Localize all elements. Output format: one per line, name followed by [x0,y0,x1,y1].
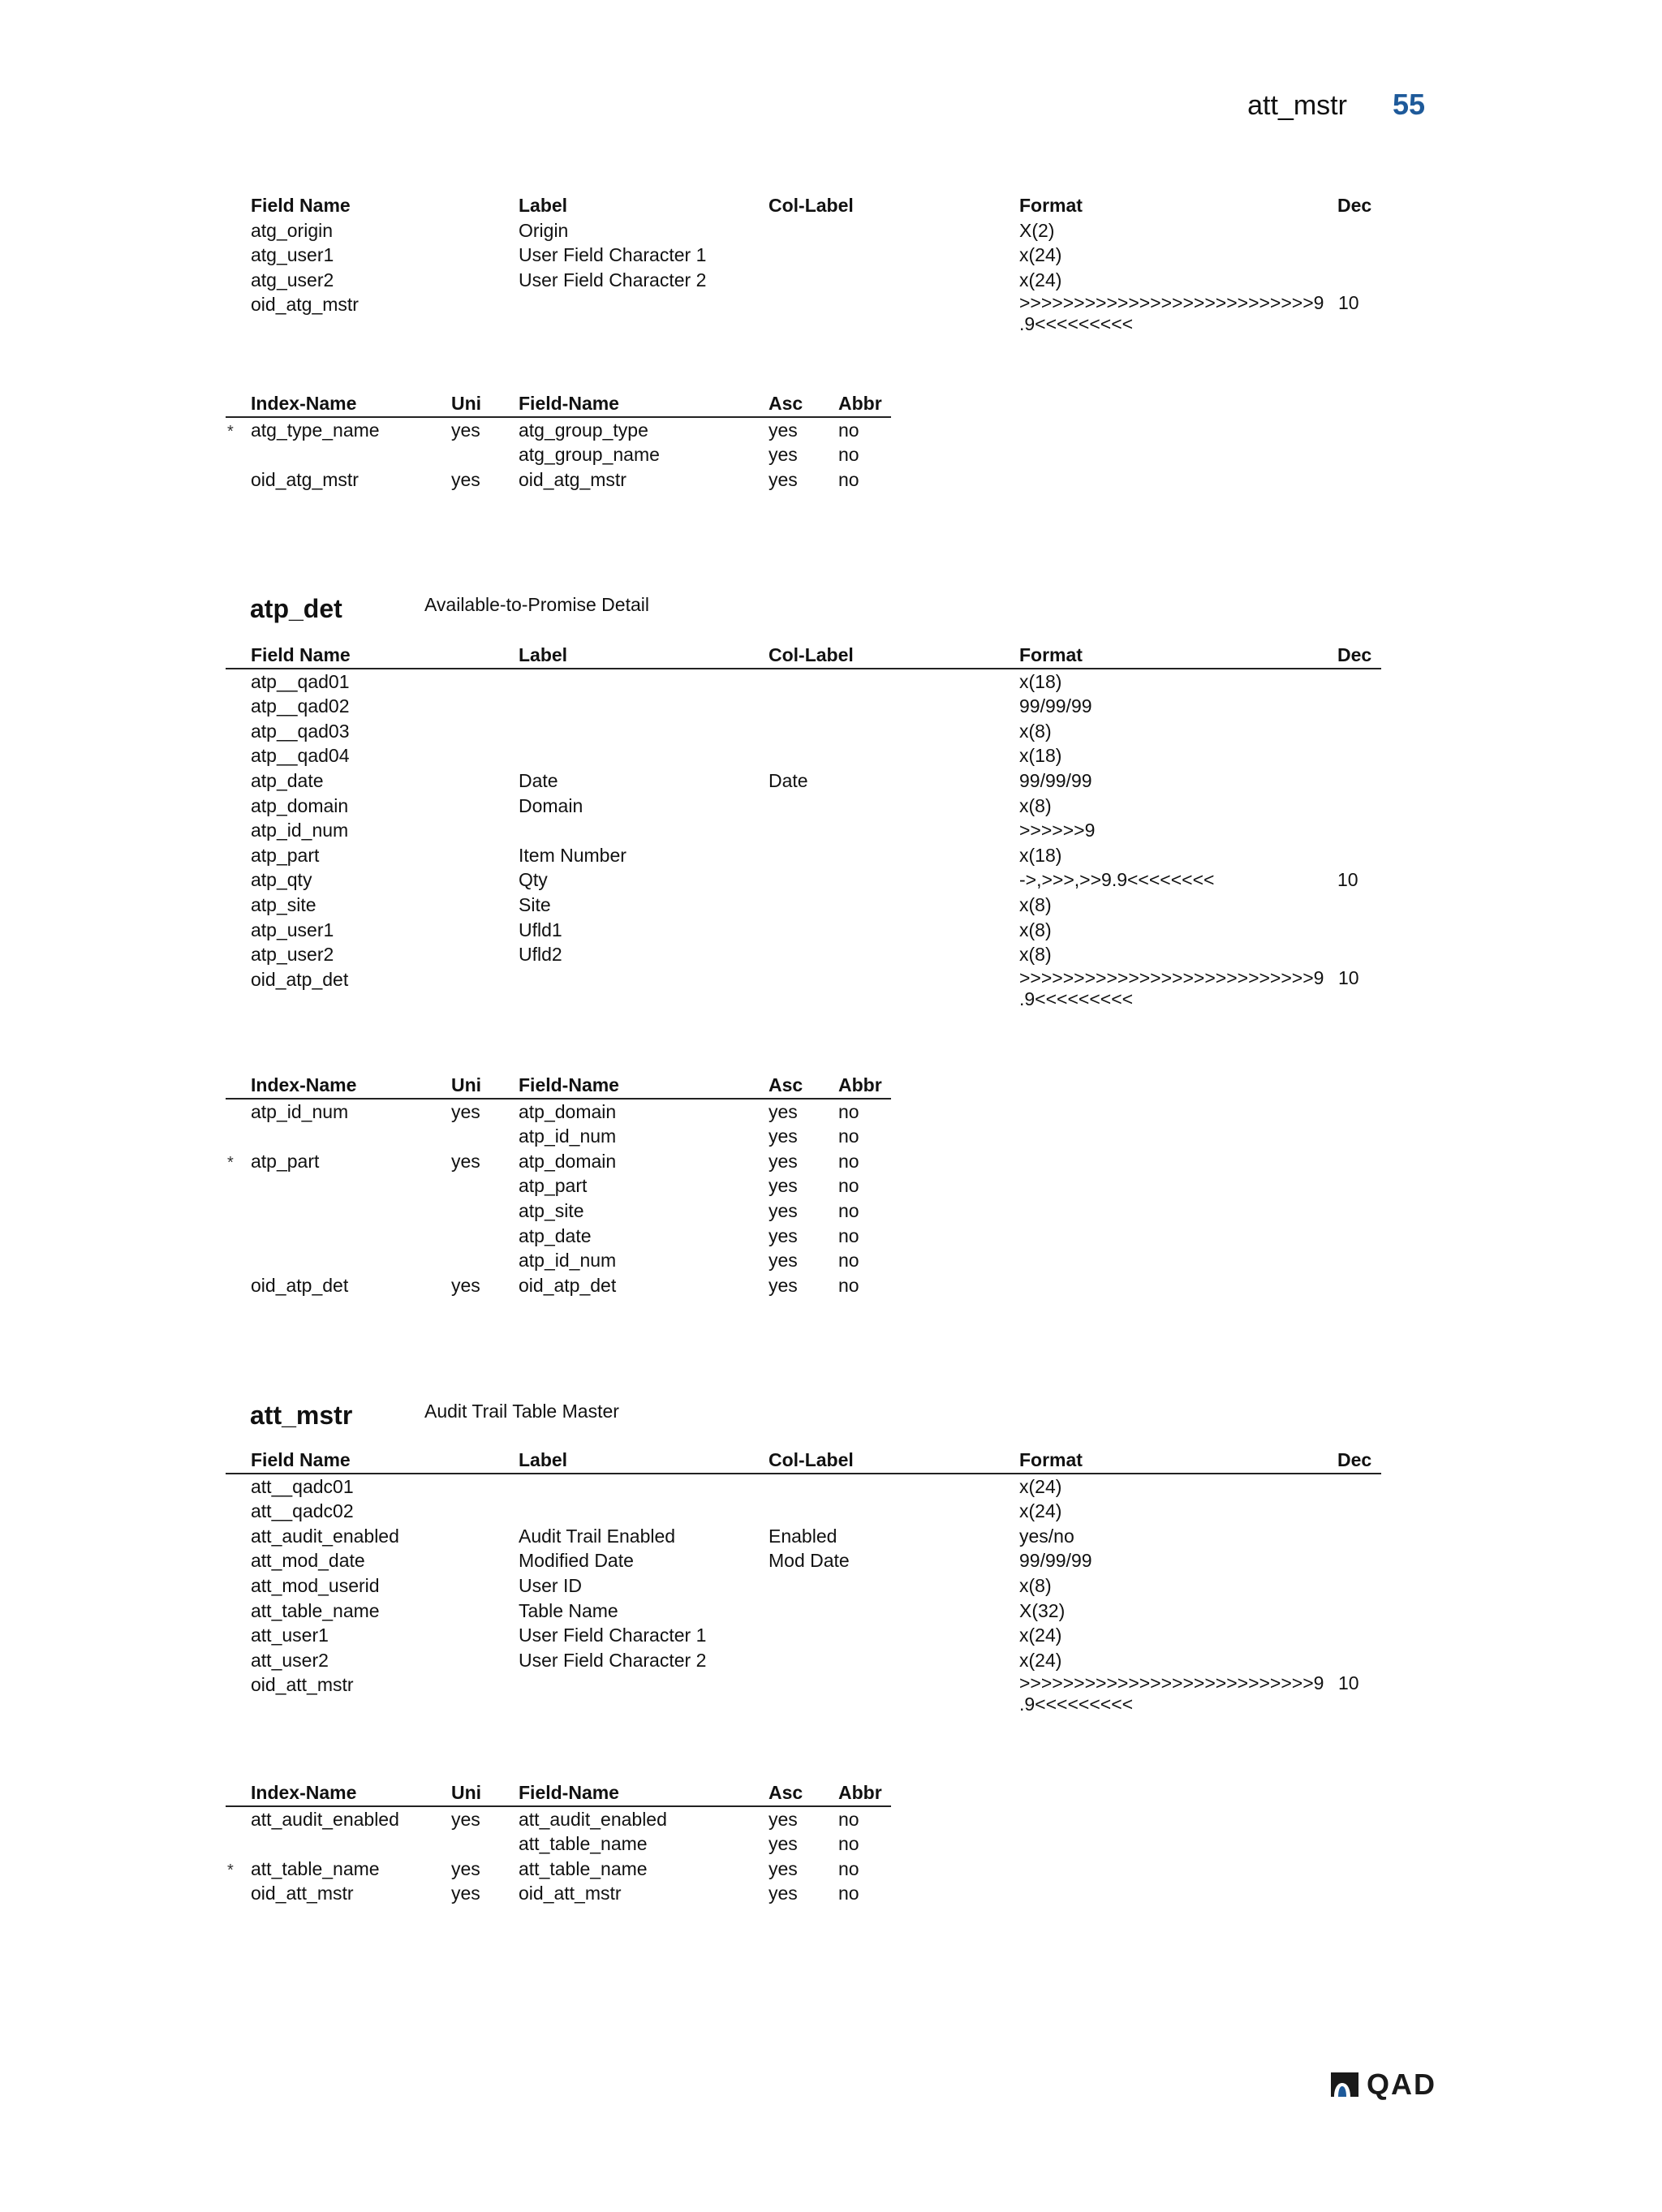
index-row [226,1149,891,1174]
index-abbreviated: no [838,444,859,466]
field-name: att__qadc01 [251,1475,354,1497]
column-header: Dec [1337,644,1372,665]
field-format: x(24) [1019,1649,1062,1671]
field-format: x(8) [1019,720,1052,742]
field-dec: 10 [1338,966,1359,988]
column-header: Asc [769,1074,803,1095]
att-mstr-heading [250,1401,619,1431]
column-header: Format [1019,195,1083,216]
field-row [226,719,1381,744]
index-ascending: yes [769,1150,798,1172]
field-row [226,867,1381,893]
primary-index-marker: * [227,1153,234,1172]
column-header: Label [519,195,568,216]
index-field-name: atp_site [519,1199,584,1221]
index-field-name: atg_group_name [519,444,660,466]
field-row [226,1499,1381,1524]
index-field-name: atg_group_type [519,419,648,441]
att-mstr-index-table [226,1780,891,1906]
index-unique: yes [451,1150,480,1172]
field-name: atp_user2 [251,944,334,966]
index-abbreviated: no [838,1857,859,1879]
field-format: x(24) [1019,1475,1062,1497]
field-label: Date [519,769,558,791]
table-name: atp_det [250,594,342,623]
format-line: .9<<<<<<<<< [1019,1693,1134,1715]
atp-det-heading [250,594,649,624]
index-field-name: atp_domain [519,1150,617,1172]
index-abbreviated: no [838,1250,859,1272]
field-name: att_audit_enabled [251,1525,399,1547]
index-field-name: atp_domain [519,1100,617,1122]
field-name: att_mod_userid [251,1574,380,1596]
field-name: atp_qty [251,869,312,891]
field-row [226,1672,1381,1720]
column-header: Uni [451,393,482,414]
column-header: Col-Label [769,644,854,665]
index-row [226,1100,891,1125]
field-name: atp__qad02 [251,695,350,717]
column-header: Index-Name [251,393,357,414]
field-format [1019,967,1324,1009]
field-label: Domain [519,794,583,816]
index-name: oid_atp_det [251,1274,349,1296]
header-row [226,1073,891,1100]
table-description: Audit Trail Table Master [424,1401,619,1422]
format-line: >>>>>>>>>>>>>>>>>>>>>>>>>>>9 [1019,966,1324,988]
field-row [226,218,1381,243]
field-format: x(8) [1019,893,1052,915]
field-name: atp__qad04 [251,745,350,767]
column-header: Abbr [838,393,882,414]
index-field-name: oid_att_mstr [519,1883,622,1904]
column-header: Label [519,644,568,665]
field-row [226,1648,1381,1673]
column-header: Index-Name [251,1074,357,1095]
field-row [226,669,1381,695]
index-ascending: yes [769,1857,798,1879]
column-header: Col-Label [769,1449,854,1470]
page-number: 55 [1392,88,1425,121]
field-row [226,1573,1381,1599]
field-format: X(2) [1019,219,1055,241]
column-header: Field Name [251,195,351,216]
field-format: x(24) [1019,1500,1062,1522]
header-row [226,1780,891,1807]
field-row [226,743,1381,768]
field-col-label: Enabled [769,1525,837,1547]
field-row [226,1474,1381,1500]
index-abbreviated: no [838,419,859,441]
field-dec: 10 [1338,1672,1359,1694]
index-unique: yes [451,1857,480,1879]
index-name: oid_att_mstr [251,1883,354,1904]
index-ascending: yes [769,1274,798,1296]
field-label: User Field Character 2 [519,1649,707,1671]
index-ascending: yes [769,1808,798,1830]
atg-index-table [226,391,891,492]
column-header: Asc [769,1782,803,1803]
index-field-name: atp_part [519,1175,588,1197]
field-format: x(8) [1019,1574,1052,1596]
field-label: User Field Character 1 [519,1625,707,1646]
index-field-name: atp_id_num [519,1125,617,1147]
field-dec: 10 [1337,869,1358,891]
field-label: Item Number [519,844,626,866]
field-label: User Field Character 2 [519,269,707,290]
field-format: x(18) [1019,844,1062,866]
qad-logo-icon [1328,2069,1362,2100]
field-row [226,843,1381,868]
field-format: x(8) [1019,919,1052,940]
field-name: oid_atg_mstr [251,294,359,316]
field-label: User ID [519,1574,582,1596]
field-row [226,1548,1381,1573]
field-row [226,243,1381,268]
field-label: Origin [519,219,569,241]
index-abbreviated: no [838,1175,859,1197]
index-row [226,1173,891,1199]
field-row [226,268,1381,293]
field-label: User Field Character 1 [519,244,707,266]
index-field-name: att_table_name [519,1857,648,1879]
index-row [226,442,891,467]
field-format: >>>>>>9 [1019,820,1096,841]
index-row [226,418,891,443]
index-name: oid_atg_mstr [251,468,359,490]
index-name: att_audit_enabled [251,1808,399,1830]
index-abbreviated: no [838,1833,859,1855]
field-name: atg_origin [251,219,334,241]
field-name: atp_date [251,769,324,791]
field-format: x(24) [1019,269,1062,290]
primary-index-marker: * [227,422,234,441]
atp-det-fields-table [226,643,1381,1015]
index-row [226,1831,891,1857]
index-field-name: att_table_name [519,1833,648,1855]
index-field-name: oid_atg_mstr [519,468,626,490]
field-format: x(8) [1019,794,1052,816]
field-name: att_user2 [251,1649,329,1671]
column-header: Field Name [251,1449,351,1470]
primary-index-marker: * [227,1861,234,1879]
index-ascending: yes [769,444,798,466]
index-unique: yes [451,419,480,441]
field-row [226,1599,1381,1624]
index-abbreviated: no [838,1150,859,1172]
field-name: atp__qad03 [251,720,350,742]
field-row [226,918,1381,943]
index-name: atp_id_num [251,1100,349,1122]
index-unique: yes [451,1808,480,1830]
running-head [1247,88,1425,130]
index-abbreviated: no [838,1808,859,1830]
field-label: Modified Date [519,1550,634,1572]
field-label: Ufld1 [519,919,562,940]
index-ascending: yes [769,468,798,490]
field-row [226,794,1381,819]
field-format: yes/no [1019,1525,1074,1547]
column-header: Index-Name [251,1782,357,1803]
field-row [226,292,1381,340]
column-header: Field-Name [519,393,619,414]
field-label: Audit Trail Enabled [519,1525,676,1547]
index-abbreviated: no [838,1199,859,1221]
format-line: .9<<<<<<<<< [1019,313,1134,335]
index-ascending: yes [769,1883,798,1904]
format-line: .9<<<<<<<<< [1019,988,1134,1009]
column-header: Field Name [251,644,351,665]
index-abbreviated: no [838,1100,859,1122]
field-row [226,1623,1381,1648]
field-name: atp_user1 [251,919,334,940]
field-format: x(18) [1019,670,1062,692]
index-row [226,1124,891,1149]
field-name: atp__qad01 [251,670,350,692]
index-ascending: yes [769,1175,798,1197]
field-format: ->,>>>,>>9.9<<<<<<<< [1019,869,1215,891]
field-name: att_table_name [251,1599,380,1621]
field-label: Table Name [519,1599,618,1621]
header-row [226,193,1381,218]
field-name: atp_part [251,844,320,866]
logo-text: QAD [1367,2068,1436,2101]
index-ascending: yes [769,1125,798,1147]
field-format [1019,1672,1324,1715]
column-header: Label [519,1449,568,1470]
field-row [226,893,1381,918]
index-row [226,1273,891,1298]
qad-logo [1328,2068,1436,2102]
table-description: Available-to-Promise Detail [424,594,649,615]
field-format: 99/99/99 [1019,695,1092,717]
table-name: att_mstr [250,1401,353,1430]
field-label: Site [519,893,551,915]
format-line: >>>>>>>>>>>>>>>>>>>>>>>>>>>9 [1019,1672,1324,1694]
field-row [226,942,1381,967]
index-ascending: yes [769,1833,798,1855]
index-row [226,467,891,493]
field-name: atp_domain [251,794,349,816]
index-unique: yes [451,1274,480,1296]
field-format: 99/99/99 [1019,769,1092,791]
index-field-name: atp_id_num [519,1250,617,1272]
index-row [226,1857,891,1882]
running-head-title: att_mstr [1247,90,1347,121]
att-mstr-fields-table [226,1448,1381,1720]
index-unique: yes [451,468,480,490]
field-col-label: Date [769,769,808,791]
column-header: Dec [1337,195,1372,216]
field-col-label: Mod Date [769,1550,850,1572]
field-name: att_mod_date [251,1550,365,1572]
column-header: Format [1019,644,1083,665]
field-name: atg_user2 [251,269,334,290]
index-row [226,1248,891,1273]
column-header: Col-Label [769,195,854,216]
field-name: att_user1 [251,1625,329,1646]
field-row [226,818,1381,843]
column-header: Abbr [838,1782,882,1803]
index-field-name: oid_atp_det [519,1274,617,1296]
field-name: atg_user1 [251,244,334,266]
index-ascending: yes [769,419,798,441]
index-abbreviated: no [838,1224,859,1246]
column-header: Field-Name [519,1782,619,1803]
field-row [226,768,1381,794]
column-header: Format [1019,1449,1083,1470]
index-unique: yes [451,1883,480,1904]
index-name: atg_type_name [251,419,380,441]
field-format: x(24) [1019,1625,1062,1646]
index-row [226,1199,891,1224]
index-name: atp_part [251,1150,320,1172]
header-row [226,391,891,418]
field-row [226,694,1381,719]
header-row [226,643,1381,669]
column-header: Uni [451,1074,482,1095]
field-format: x(18) [1019,745,1062,767]
index-field-name: att_audit_enabled [519,1808,667,1830]
index-ascending: yes [769,1224,798,1246]
index-row [226,1224,891,1249]
field-label: Ufld2 [519,944,562,966]
field-name: atp_id_num [251,820,349,841]
index-field-name: atp_date [519,1224,592,1246]
index-ascending: yes [769,1100,798,1122]
field-label: Qty [519,869,548,891]
column-header: Dec [1337,1449,1372,1470]
index-row [226,1881,891,1906]
field-row [226,967,1381,1015]
index-unique: yes [451,1100,480,1122]
column-header: Asc [769,393,803,414]
index-ascending: yes [769,1250,798,1272]
format-line: >>>>>>>>>>>>>>>>>>>>>>>>>>>9 [1019,292,1324,314]
index-abbreviated: no [838,1274,859,1296]
column-header: Uni [451,1782,482,1803]
field-format [1019,292,1324,334]
field-dec: 10 [1338,292,1359,314]
atp-det-index-table [226,1073,891,1298]
index-row [226,1807,891,1832]
index-abbreviated: no [838,1125,859,1147]
index-abbreviated: no [838,1883,859,1904]
field-format: 99/99/99 [1019,1550,1092,1572]
header-row [226,1448,1381,1474]
field-name: oid_atp_det [251,968,349,990]
index-abbreviated: no [838,468,859,490]
field-format: X(32) [1019,1599,1066,1621]
field-format: x(8) [1019,944,1052,966]
field-format: x(24) [1019,244,1062,266]
atg-fields-table [226,193,1381,340]
column-header: Abbr [838,1074,882,1095]
field-name: oid_att_mstr [251,1674,354,1696]
field-name: atp_site [251,893,316,915]
index-ascending: yes [769,1199,798,1221]
field-name: att__qadc02 [251,1500,354,1522]
index-name: att_table_name [251,1857,380,1879]
column-header: Field-Name [519,1074,619,1095]
field-row [226,1524,1381,1549]
